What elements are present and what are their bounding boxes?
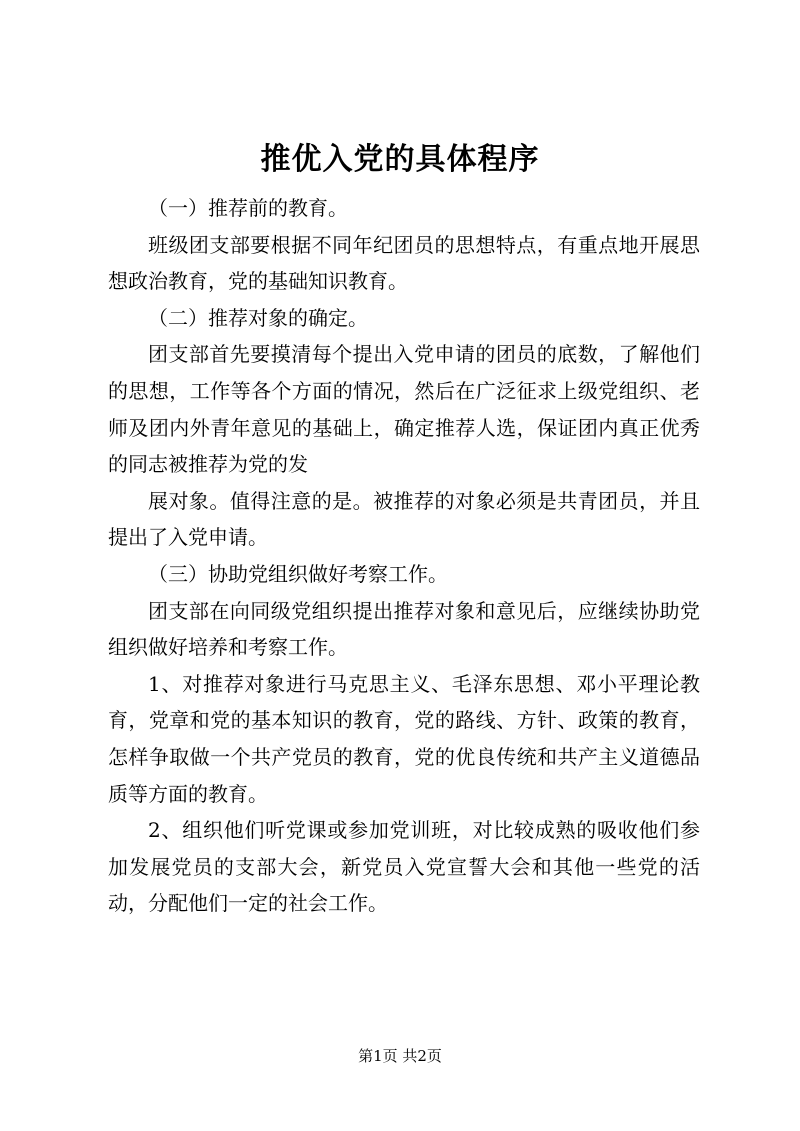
document-title: 推优入党的具体程序 (260, 142, 540, 177)
paragraph-1-heading: （一）推荐前的教育。 (148, 196, 348, 220)
paragraph-9: 2、组织他们听党课或参加党训班，对比较成熟的吸收他们参加发展党员的支部大会，新党员入党宣誓大会和其他一些党的活动，分配他们一定的社会工作。 (108, 818, 700, 916)
paragraph-5: 展对象。值得注意的是。被推荐的对象必须是共青团员，并且提出了入党申请。 (108, 488, 700, 550)
paragraph-4: 团支部首先要摸清每个提出入党申请的团员的底数，了解他们的思想，工作等各个方面的情况，然后在广泛征求上级党组织、老师及团内外青年意见的基础上，确定推荐人选，保证团内真正优秀的同志被推荐为党的发 (108, 342, 700, 477)
paragraph-2: 班级团支部要根据不同年纪团员的思想特点，有重点地开展思想政治教育，党的基础知识教育。 (108, 232, 700, 294)
paragraph-8: 1、对推荐对象进行马克思主义、毛泽东思想、邓小平理论教育，党章和党的基本知识的教育，党的路线、方针、政策的教育，怎样争取做一个共产党员的教育，党的优良传统和共产主义道德品质等方面的教育。 (108, 671, 700, 806)
page-number-footer: 第1页 共2页 (358, 1047, 442, 1065)
paragraph-7: 团支部在向同级党组织提出推荐对象和意见后，应继续协助党组织做好培养和考察工作。 (108, 598, 700, 660)
paragraph-3-heading: （二）推荐对象的确定。 (148, 305, 368, 330)
paragraph-6-heading: （三）协助党组织做好考察工作。 (148, 561, 448, 586)
document-body (108, 190, 700, 922)
